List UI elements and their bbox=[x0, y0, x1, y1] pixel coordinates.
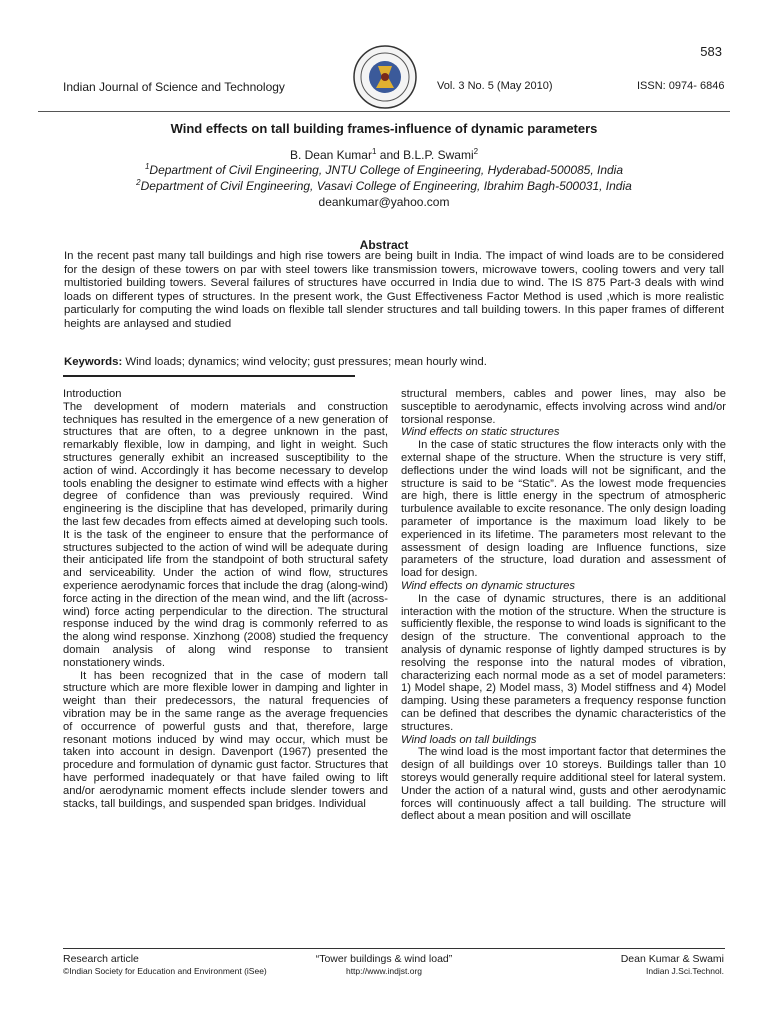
affiliation-text: Department of Civil Engineering, JNTU College of Engineering, Hyderabad-500085, India bbox=[149, 163, 624, 177]
keywords-text: Wind loads; dynamics; wind velocity; gust pressures; mean hourly wind. bbox=[122, 356, 487, 368]
header-rule bbox=[38, 111, 730, 112]
author-1-affil-marker: 1 bbox=[371, 147, 377, 156]
paragraph: In the case of static structures the flow interacts only with the external shape of the structure. When the structure is very stiff, deflections under the wind loads will not be significant, and the structure is said to be “Static”. As the lowest mode frequencies are high, there is little energy in the spectrum of atmospheric turbulence available to excite resonance. The only design loading parameter of importance is the maximum load likely to be experienced in its lifetime. The parameters most relevant to the assessment of design loading are Influence functions, size parameters of the structure, load duration and assessment of load for design. bbox=[401, 439, 726, 580]
subsection-heading: Wind effects on static structures bbox=[401, 426, 560, 439]
author-1: B. Dean Kumar bbox=[289, 148, 372, 162]
footer-url-link[interactable]: http://www.indjst.org bbox=[345, 966, 423, 976]
footer-journal-abbrev: Indian J.Sci.Technol. bbox=[646, 966, 724, 976]
paragraph: In the case of dynamic structures, there is an additional interaction with the motion of the structure. When the structure is sufficiently flexible, the response to wind loads is significant to the design of the structure. The conventional approach to the analysis of dynamic response of lightly damped structures is by resolving the response into the natural modes of vibration, characterizing each normal mode as a set of model parameters: 1) Model shape, 2) Model mass, 3) Model stiffness and 4) Model damping. Using these parameters a frequency response function can be defined that describes the dynamic characteristics of the structures. bbox=[401, 592, 726, 733]
paragraph: structural members, cables and power lines, may also be susceptible to aerodynamic, effects involving across wind and/or torsional response. bbox=[401, 388, 726, 426]
affiliation-marker: 2 bbox=[136, 178, 141, 187]
footer-article-type: Research article bbox=[63, 953, 139, 965]
affiliation-2 bbox=[0, 179, 768, 193]
journal-seal-logo bbox=[352, 44, 418, 110]
affiliation-text: Department of Civil Engineering, Vasavi College of Engineering, Ibrahim Bagh-500031, India bbox=[140, 179, 632, 193]
subsection-heading: Wind loads on tall buildings bbox=[401, 733, 537, 746]
volume-info: Vol. 3 No. 5 (May 2010) bbox=[437, 80, 553, 92]
page-number: 583 bbox=[700, 44, 722, 59]
left-column bbox=[63, 388, 388, 810]
author-email: deankumar@yahoo.com bbox=[318, 195, 450, 209]
column-top-rule bbox=[63, 375, 355, 377]
right-column bbox=[401, 388, 726, 823]
author-2: and B.L.P. Swami bbox=[376, 148, 474, 162]
author-2-affil-marker: 2 bbox=[473, 147, 479, 156]
affiliation-marker: 1 bbox=[144, 162, 150, 171]
paragraph: It has been recognized that in the case of modern tall structure which are more flexible lower in damping and lighter in weight than their predecessors, the natural frequencies of vibration may be in the same range as the average frequencies of occurrence of powerful gusts and that, therefore, large resonant motions induced by wind may occur, which must be taken into account in design. Davenport (1967) presented the procedure and formulation of dynamic gust factor. Structures that have performed inadequately or that have failed owing to lift and/or aerodynamic moment effects include slender towers and stacks, tall buildings, and suspended span bridges. Individual bbox=[63, 669, 388, 810]
footer-society: ©Indian Society for Education and Environment (iSee) bbox=[63, 966, 267, 976]
footer-running-title: “Tower buildings & wind load” bbox=[315, 953, 453, 965]
issn: ISSN: 0974- 6846 bbox=[637, 80, 725, 92]
paper-title: Wind effects on tall building frames-influence of dynamic parameters bbox=[170, 121, 598, 136]
footer-rule bbox=[63, 948, 725, 949]
abstract-body: In the recent past many tall buildings and high rise towers are being built in India. The impact of wind loads are to be considered for the design of these towers on par with steel towers like transmission towers, microwave towers, cooling towers and very tall multistoried building towers. Several failures of structures have occurred in India due to wind. The IS 875 Part-3 deals with wind loads on different types of structures. In the present work, the Gust Effectiveness Factor Method is used ,which is more realistic particularly for computing the wind loads on flexible tall slender structures and tall building towers. In this paper frames of different heights are anlaysed and studied bbox=[64, 250, 724, 330]
paragraph: The wind load is the most important factor that determines the design of all buildings over 10 storeys. Buildings taller than 10 storeys would generally require additional steel for lateral system. Under the action of a natural wind, gusts and other aerodynamic forces will continuously affect a tall building. The structure will deflect about a mean position and will oscillate bbox=[401, 746, 726, 823]
abstract-heading: Abstract bbox=[359, 238, 409, 252]
subsection-heading: Wind effects on dynamic structures bbox=[401, 579, 575, 592]
journal-name: Indian Journal of Science and Technology bbox=[63, 80, 285, 94]
footer-running-authors: Dean Kumar & Swami bbox=[620, 953, 724, 965]
keywords-label: Keywords: bbox=[64, 356, 123, 368]
section-heading-introduction: Introduction bbox=[63, 388, 122, 400]
keywords bbox=[64, 356, 724, 368]
authors bbox=[0, 148, 768, 162]
affiliation-1 bbox=[0, 163, 768, 177]
paragraph: The development of modern materials and construction techniques has resulted in the emergence of a new generation of structures that are often, to a degree unknown in the past, remarkably flexible, low in damping, and light in weight. Such structures generally exhibit an increased susceptibility to the action of wind. Accordingly it has become necessary to develop tools enabling the designer to estimate wind effects with a higher degree of confidence than was previously required. Wind engineering is the discipline that has developed, primarily during the last few decades from effects aimed at developing such tools. It is the task of the engineer to ensure that the performance of structures subjected to the action of wind will be adequate during their anticipated life from the standpoint of both structural safety and serviceability. Under the action of wind flow, structures experience aerodynamic forces that include the drag (along-wind) force acting in the direction of the mean wind, and the lift (across-wind) force acting perpendicular to the direction. The structural response induced by the wind drag is commonly referred to as the along wind response. Xinzhong (2008) studied the frequency domain analysis of along wind response to transient nonstationery winds. bbox=[63, 400, 388, 669]
